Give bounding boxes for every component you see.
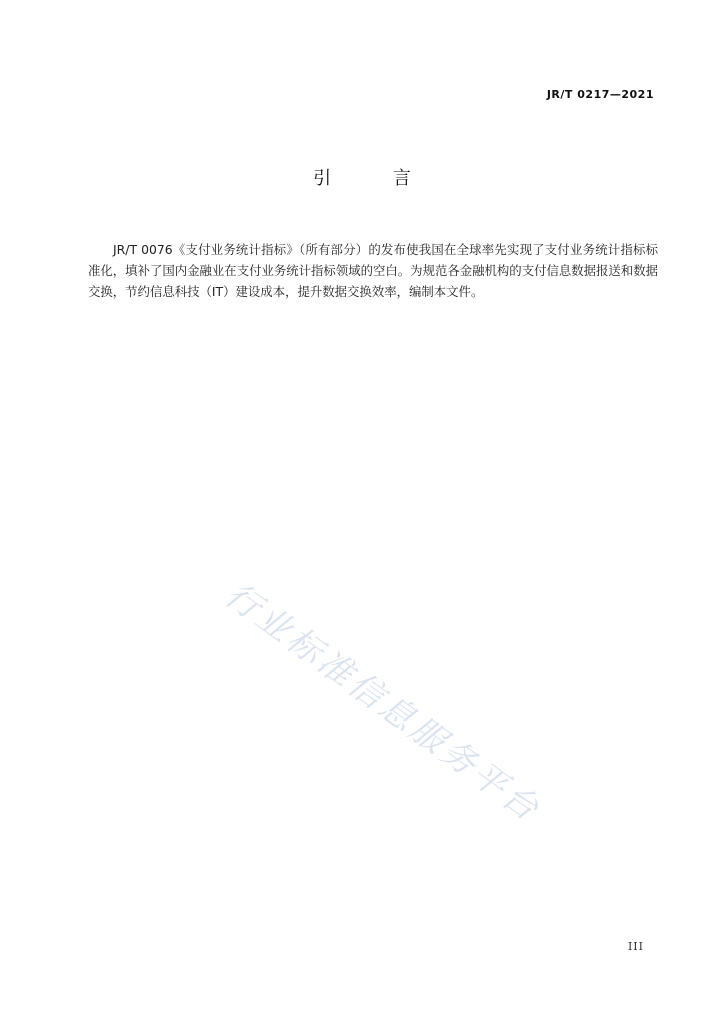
- introduction-paragraph: JR/T 0076《支付业务统计指标》（所有部分）的发布使我国在全球率先实现了支付业务统计指标标准化，填补了国内金融业在支付业务统计指标领域的空白。为规范各金融机构的支付信息数据报送和数据交换，节约信息科技（IT）建设成本，提升数据交换效率，编制本文件。: [88, 242, 658, 300]
- page-number: III: [627, 940, 644, 953]
- document-code: JR/T 0217—2021: [546, 88, 654, 101]
- section-title: 引 言: [313, 168, 439, 189]
- watermark: 行业标准信息服务平台: [217, 574, 549, 831]
